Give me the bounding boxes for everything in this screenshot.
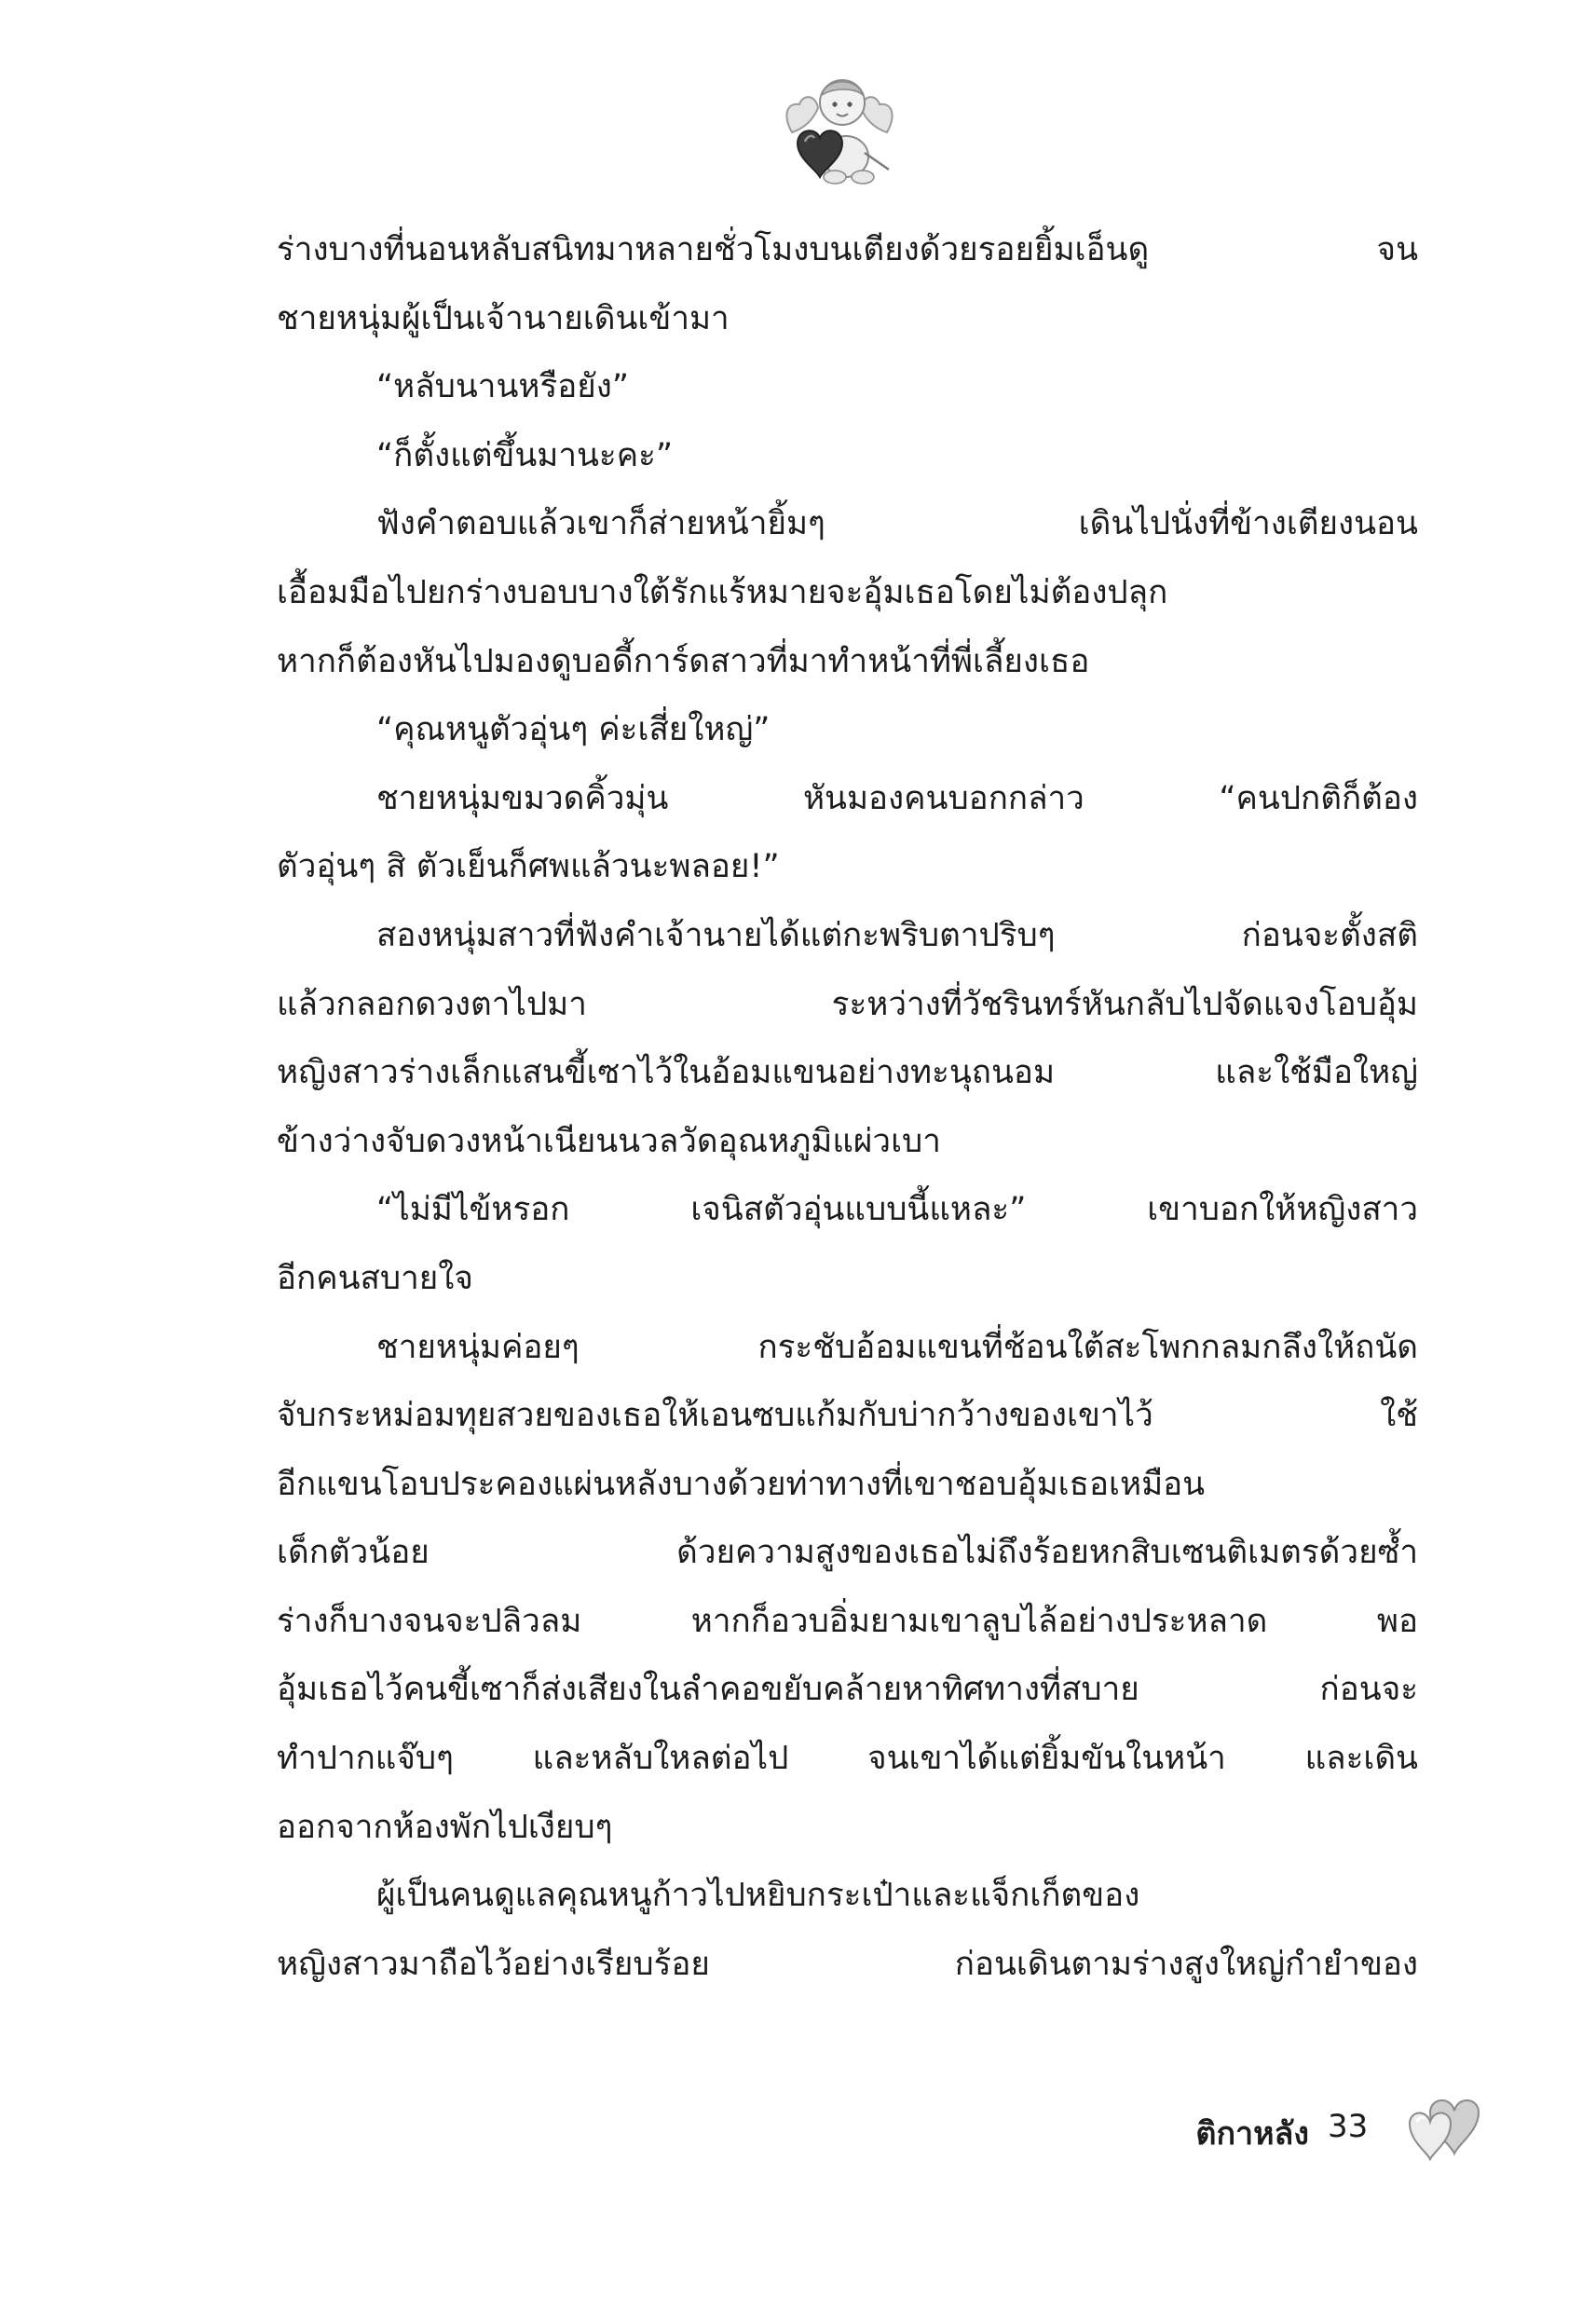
paragraph-line: ออกจากห้องพักไปเงียบๆ: [277, 1808, 613, 1846]
paragraph-line: แล้วกลอกดวงตาไปมา ระหว่างที่วัชรินทร์หันกลับไปจัดแจงโอบอุ้ม: [277, 985, 1418, 1023]
paragraph-line: ฟังคำตอบแล้วเขาก็ส่ายหน้ายิ้มๆ เดินไปนั่งที่ข้างเตียงนอน: [376, 505, 1418, 543]
dialogue-line: “ก็ตั้งแต่ขึ้นมานะคะ”: [376, 436, 674, 474]
paragraph-line: จับกระหม่อมทุยสวยของเธอให้เอนซบแก้มกับบ่ากว้างของเขาไว้ ใช้: [277, 1397, 1418, 1435]
body-text: [277, 216, 1418, 1999]
paragraph-line: ร่างก็บางจนจะปลิวลม หากก็อวบอิ่มยามเขาลูบไล้อย่างประหลาด พอ: [277, 1602, 1418, 1640]
paragraph-line: ตัวอุ่นๆ สิ ตัวเย็นก็ศพแล้วนะพลอย!”: [277, 848, 780, 886]
paragraph-line: อีกคนสบายใจ: [277, 1259, 473, 1297]
paragraph-line: อีกแขนโอบประคองแผ่นหลังบางด้วยท่าทางที่เขาชอบอุ้มเธอเหมือน: [277, 1465, 1206, 1503]
paragraph-line: หญิงสาวมาถือไว้อย่างเรียบร้อย ก่อนเดินตามร่างสูงใหญ่กำยำของ: [277, 1945, 1418, 1983]
dialogue-line: “ไม่มีไข้หรอก เจนิสตัวอุ่นแบบนี้แหละ” เขาบอกให้หญิงสาว: [376, 1191, 1418, 1229]
paragraph-line: สองหนุ่มสาวที่ฟังคำเจ้านายได้แต่กะพริบตาปริบๆ ก่อนจะตั้งสติ: [376, 916, 1418, 954]
paragraph-line: หญิงสาวร่างเล็กแสนขี้เซาไว้ในอ้อมแขนอย่างทะนุถนอม และใช้มือใหญ่: [277, 1054, 1418, 1092]
cupid-with-heart-icon: [779, 67, 900, 188]
double-heart-icon: [1402, 2092, 1491, 2167]
paragraph-line: ผู้เป็นคนดูแลคุณหนูก้าวไปหยิบกระเป๋าและแจ็กเก็ตของ: [376, 1877, 1140, 1915]
paragraph-line: หากก็ต้องหันไปมองดูบอดี้การ์ดสาวที่มาทำหน้าที่พี่เลี้ยงเธอ: [277, 642, 1090, 680]
paragraph-line: เอื้อมมือไปยกร่างบอบบางใต้รักแร้หมายจะอุ้มเธอโดยไม่ต้องปลุก: [277, 573, 1168, 611]
paragraph-line: ร่างบางที่นอนหลับสนิทมาหลายชั่วโมงบนเตียงด้วยรอยยิ้มเอ็นดู จน: [277, 231, 1418, 268]
paragraph-line: อุ้มเธอไว้คนขี้เซาก็ส่งเสียงในลำคอขยับคล้ายหาทิศทางที่สบาย ก่อนจะ: [277, 1671, 1418, 1709]
paragraph-line: ชายหนุ่มขมวดคิ้วมุ่น หันมองคนบอกกล่าว “คนปกติก็ต้อง: [376, 779, 1418, 817]
dialogue-line: “หลับนานหรือยัง”: [376, 368, 629, 406]
dialogue-line: “คุณหนูตัวอุ่นๆ ค่ะเสี่ยใหญ่”: [376, 711, 771, 749]
paragraph-line: เด็กตัวน้อย ด้วยความสูงของเธอไม่ถึงร้อยหกสิบเซนติเมตรด้วยซ้ำ: [277, 1534, 1418, 1572]
paragraph-line: ทำปากแจ๊บๆ และหลับใหลต่อไป จนเขาได้แต่ยิ้มขันในหน้า และเดิน: [277, 1740, 1418, 1778]
page-number: 33: [1328, 2108, 1369, 2145]
paragraph-line: ชายหนุ่มผู้เป็นเจ้านายเดินเข้ามา: [277, 299, 730, 337]
footer-book-title: ติกาหลัง: [1195, 2115, 1309, 2153]
paragraph-line: ข้างว่างจับดวงหน้าเนียนนวลวัดอุณหภูมิแผ่วเบา: [277, 1122, 941, 1160]
paragraph-line: ชายหนุ่มค่อยๆ กระชับอ้อมแขนที่ช้อนใต้สะโพกกลมกลึงให้ถนัด: [376, 1328, 1418, 1366]
